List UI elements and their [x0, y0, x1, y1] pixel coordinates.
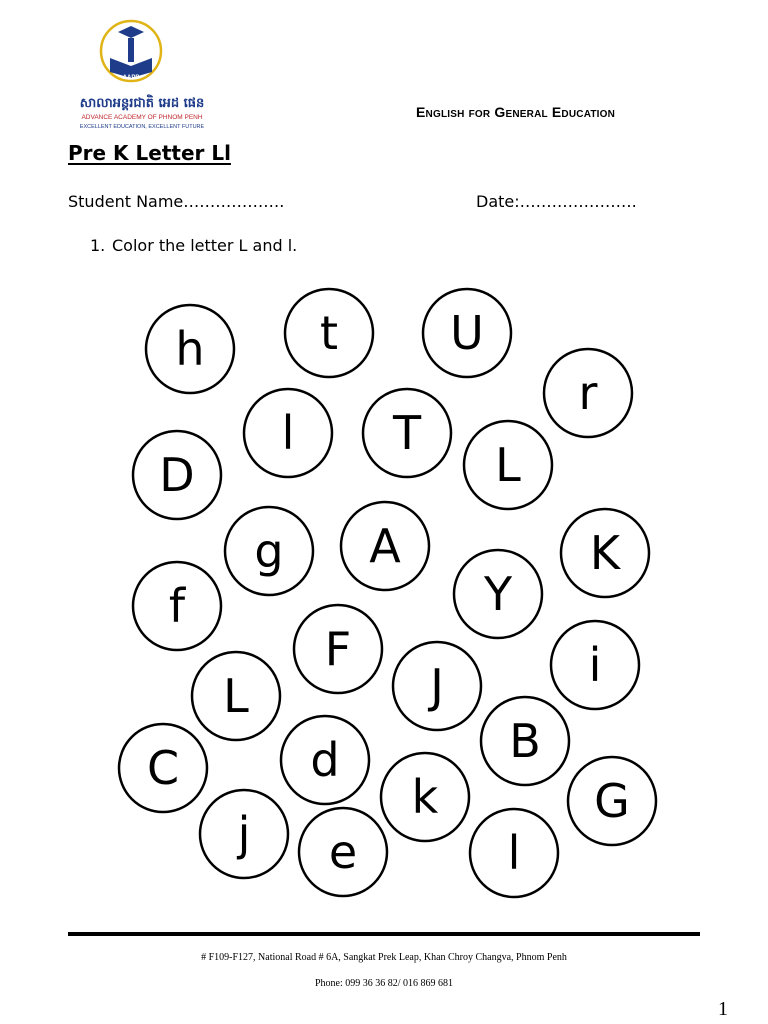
letter-circle	[341, 502, 429, 590]
letter-glyph: K	[589, 526, 621, 580]
student-name-field: Student Name……………….	[68, 192, 285, 211]
letter-glyph: T	[392, 406, 422, 460]
letter-glyph: r	[578, 366, 598, 420]
letter-glyph: J	[430, 659, 444, 713]
letter-circle	[200, 790, 288, 878]
letter-circle	[561, 509, 649, 597]
letter-glyph: L	[495, 438, 521, 492]
letter-glyph: l	[507, 826, 521, 880]
letter-glyph: A	[369, 519, 401, 573]
letter-glyph: L	[223, 669, 249, 723]
instruction-text: Color the letter L and l.	[112, 236, 298, 255]
footer-address: # F109-F127, National Road # 6A, Sangkat Prek Leap, Khan Chroy Changva, Phnom Penh	[201, 952, 567, 963]
letter-circle	[423, 289, 511, 377]
letter-circle	[393, 642, 481, 730]
letter-glyph: F	[324, 622, 352, 676]
letter-circle	[544, 349, 632, 437]
letter-glyph: j	[237, 807, 251, 861]
letter-circle	[281, 716, 369, 804]
letter-glyph: l	[281, 406, 295, 460]
letter-circle	[146, 305, 234, 393]
letter-circle	[568, 757, 656, 845]
header-title: English for General Education	[416, 104, 616, 120]
footer-rule	[68, 932, 700, 936]
letter-circle	[299, 808, 387, 896]
letter-circle	[119, 724, 207, 812]
worksheet-title: Pre K Letter Ll	[68, 141, 231, 165]
letter-circle	[381, 753, 469, 841]
letter-glyph: g	[254, 524, 284, 578]
letter-circle	[133, 431, 221, 519]
footer-phone: Phone: 099 36 36 82/ 016 869 681	[314, 978, 454, 989]
letter-glyph: C	[146, 741, 180, 795]
letter-glyph: B	[509, 714, 541, 768]
logo-badge-text: AAPP	[122, 75, 140, 81]
letter-circle	[294, 605, 382, 693]
letter-circle	[244, 389, 332, 477]
letter-glyph: e	[328, 825, 358, 879]
letter-glyph: h	[175, 322, 205, 376]
letter-glyph: i	[588, 638, 602, 692]
letter-circle	[363, 389, 451, 477]
letter-glyph: G	[594, 774, 630, 828]
letter-glyph: f	[168, 579, 186, 633]
letter-glyph: U	[450, 306, 484, 360]
letter-circle	[192, 652, 280, 740]
letter-circle	[481, 697, 569, 785]
letter-circle	[133, 562, 221, 650]
letter-circle	[285, 289, 373, 377]
letter-glyph: Y	[483, 567, 513, 621]
letter-circle	[464, 421, 552, 509]
letter-glyph: k	[411, 770, 439, 824]
logo-khmer-name: សាលាអន្តរជាតិ អេដ ផេន	[79, 96, 205, 111]
instruction-number: 1.	[90, 236, 106, 255]
logo-tagline: EXCELLENT EDUCATION, EXCELLENT FUTURE	[79, 124, 205, 130]
letter-circle	[225, 507, 313, 595]
letter-circle	[454, 550, 542, 638]
date-field: Date:………………….	[476, 192, 637, 211]
logo-school-name: ADVANCE ACADEMY OF PHNOM PENH	[81, 114, 203, 121]
letter-glyph: D	[159, 448, 195, 502]
letter-glyph: t	[319, 306, 339, 360]
letter-glyph: d	[310, 733, 340, 787]
page-number: 1	[718, 998, 728, 1020]
letter-circle	[470, 809, 558, 897]
letter-circle	[551, 621, 639, 709]
